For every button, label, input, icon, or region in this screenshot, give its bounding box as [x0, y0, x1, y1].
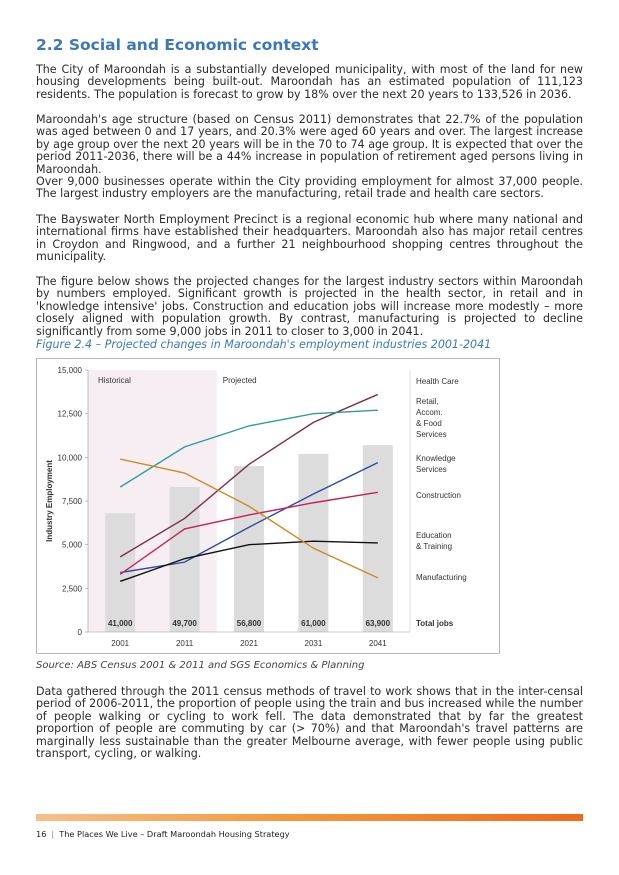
footer-bar — [36, 814, 583, 821]
total-jobs-data-label: 41,000 — [107, 619, 133, 628]
total-jobs-data-label: 61,000 — [301, 619, 326, 628]
total-jobs-data-label: 63,900 — [365, 619, 391, 628]
series-label: & Training — [416, 542, 453, 551]
series-label: Health Care — [416, 377, 459, 386]
paragraph-figure-intro: The figure below shows the projected changes for the largest industry sectors within Maroondah by numbers employed. Significant growth is projected in the health sector, in retail and in 'knowledge intensive' jobs. Construction and education jobs will increase more modestly – more closely aligned with population growth. By contrast, manufacturing is projected to decline significantly from some 9,000 jobs in 2011 to closer to 3,000 in 2041. — [36, 275, 583, 338]
paragraph-businesses: Over 9,000 businesses operate within the City providing employment for almost 37,000 people. The largest industry employers are the manufacturing, retail trade and health care sectors. — [36, 175, 583, 201]
series-label: Retail, — [416, 397, 439, 406]
y-tick-label: 12,500 — [57, 409, 82, 419]
series-label: Manufacturing — [416, 573, 467, 582]
total-jobs-data-label: 56,800 — [236, 619, 262, 628]
series-label: Construction — [416, 491, 461, 500]
y-tick-label: 10,000 — [57, 453, 82, 463]
y-axis-title: Industry Employment — [45, 460, 54, 542]
footer — [36, 829, 290, 839]
y-tick-label: 7,500 — [61, 497, 82, 506]
x-tick-label: 2041 — [368, 639, 387, 648]
series-label: Services — [416, 430, 447, 439]
x-tick-label: 2011 — [175, 639, 194, 648]
y-tick-label: 15,000 — [57, 366, 82, 375]
paragraph-travel: Data gathered through the 2011 census methods of travel to work shows that in the inter-censal period of 2006-2011, the proportion of people using the train and bus increased while the number of people walking or cycling to work fell. The data demonstrated that by far the greatest proportion of people are commuting by car (> 70%) and that Maroondah's travel patterns are marginally less sustainable than the greater Melbourne average, with fewer people using public transport, cycling, or walking. — [36, 685, 583, 761]
y-tick-label: 2,500 — [61, 584, 82, 594]
total-jobs-label: Total jobs — [416, 619, 454, 628]
figure-caption: Figure 2.4 – Projected changes in Maroondah's employment industries 2001-2041 — [36, 338, 492, 351]
employment-chart — [36, 358, 500, 654]
series-label: Education — [416, 531, 452, 540]
total-jobs-bar — [298, 454, 328, 632]
paragraph-bayswater: The Bayswater North Employment Precinct is a regional economic hub where many national and international firms have established their headquarters. Maroondah also has major retail centres in Croydon and Ringwood, and a further 21 neighbourhood shopping centres throughout the municipality. — [36, 213, 583, 264]
series-label: Accom. — [416, 408, 443, 417]
projected-label: Projected — [222, 376, 257, 385]
series-label: & Food — [416, 419, 442, 428]
footer-title: The Places We Live – Draft Maroondah Housing Strategy — [59, 829, 290, 839]
footer-separator: | — [51, 829, 55, 839]
x-tick-label: 2031 — [304, 639, 323, 648]
total-jobs-bar — [234, 466, 264, 632]
paragraph-population: The City of Maroondah is a substantially developed municipality, with most of the land for new housing developments being built-out. Maroondah has an estimated population of 111,123 residents. The population is forecast to grow by 18% over the next 20 years to 133,526 in 2036. — [36, 63, 583, 101]
series-label: Services — [416, 465, 447, 474]
series-label: Knowledge — [416, 454, 456, 463]
section-heading: 2.2 Social and Economic context — [36, 36, 319, 54]
historical-label: Historical — [98, 376, 131, 385]
y-tick-label: 0 — [77, 628, 82, 637]
total-jobs-data-label: 49,700 — [172, 619, 197, 628]
total-jobs-bar — [363, 445, 393, 632]
y-tick-label: 5,000 — [61, 540, 82, 550]
x-tick-label: 2021 — [240, 639, 258, 648]
figure-source: Source: ABS Census 2001 & 2011 and SGS Economics & Planning — [36, 660, 365, 671]
x-tick-label: 2001 — [111, 639, 130, 648]
total-jobs-bar — [105, 513, 135, 632]
paragraph-age-structure: Maroondah's age structure (based on Census 2011) demonstrates that 22.7% of the population was aged between 0 and 17 years, and 20.3% were aged 60 years and over. The largest increase by age group over the next 20 years will be in the 70 to 74 age group. It is expected that over the period 2011-2036, there will be a 44% increase in population of retirement aged persons living in Maroondah. — [36, 113, 583, 176]
page-number: 16 — [36, 829, 47, 839]
